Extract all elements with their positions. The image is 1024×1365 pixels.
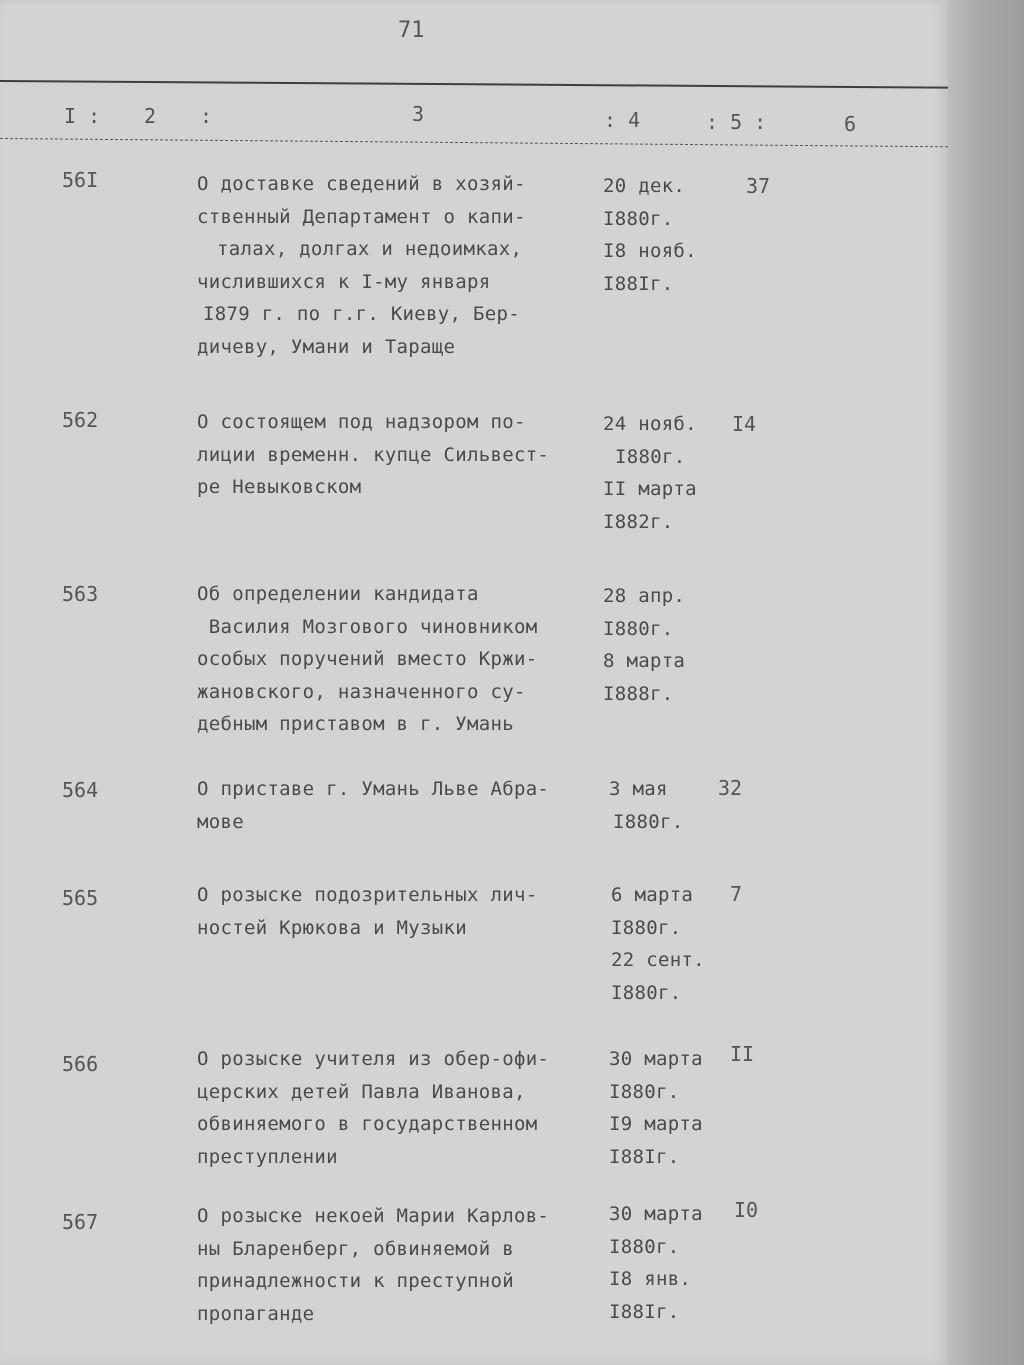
date-line: I880г. (611, 981, 682, 1004)
entry-sheets: 32 (718, 776, 743, 800)
entry-number: 567 (62, 1210, 99, 1234)
date-line: 30 марта (609, 1203, 703, 1225)
description-line: О состоящем под надзором по- (197, 411, 526, 433)
description-line: ре Невыковском (197, 476, 362, 498)
entry-sheets: 37 (746, 174, 771, 198)
entry-number: 56I (62, 168, 99, 192)
description-line: принадлежности к преступной (197, 1270, 514, 1292)
header-col4: : 4 (604, 108, 641, 132)
entry-description (197, 1043, 549, 1173)
description-line: ны Бларенберг, обвиняемой в (197, 1237, 514, 1260)
description-line: преступлении (197, 1145, 338, 1168)
description-line: О розыске некоей Марии Карлов- (197, 1205, 550, 1227)
header-col6: 6 (844, 112, 857, 136)
date-line: 28 апр. (603, 585, 686, 607)
date-line: I8 янв. (609, 1268, 692, 1290)
date-line: 8 марта (603, 650, 686, 672)
date-line: 20 дек. (603, 175, 686, 197)
entry-dates (603, 1043, 703, 1173)
header-col3: 3 (412, 102, 425, 126)
date-line: 24 нояб. (603, 413, 697, 435)
description-line: числившихся к I-му января (197, 270, 491, 293)
date-line: I9 марта (609, 1113, 703, 1135)
description-line: ностей Крюкова и Музыки (197, 916, 467, 939)
header-col1: I : (64, 104, 101, 128)
date-line: I88Iг. (609, 1145, 680, 1168)
entry-description (197, 879, 537, 944)
entry-sheets: I0 (734, 1198, 759, 1222)
entry-dates (603, 773, 683, 838)
description-line: О розыске учителя из обер-офи- (197, 1048, 550, 1070)
description-line: дебным приставом в г. Умань (197, 713, 514, 735)
entry-number: 564 (62, 778, 99, 802)
date-line: I880г. (609, 1235, 680, 1258)
date-line: I880г. (611, 916, 682, 939)
date-line: I8 нояб. (603, 240, 697, 262)
header-col5: : 5 : (706, 110, 767, 134)
page-number: 71 (398, 18, 425, 43)
entry-description (197, 773, 549, 838)
description-line: пропаганде (197, 1302, 315, 1325)
description-line: обвиняемого в государственном (197, 1113, 538, 1135)
description-line: Василия Мозгового чиновником (197, 615, 538, 638)
date-line: I880г. (609, 1080, 680, 1103)
date-line: I880г. (613, 810, 684, 833)
date-line: I88Iг. (609, 1300, 680, 1323)
header-bottom-rule (0, 138, 948, 148)
date-line: I882г. (603, 510, 674, 533)
description-line: ственный Департамент о капи- (197, 205, 526, 228)
entry-dates (603, 1198, 703, 1328)
entry-dates (603, 408, 697, 538)
description-line: О розыске подозрительных лич- (197, 884, 538, 906)
description-line: лиции временн. купце Сильвест- (197, 443, 550, 466)
entry-number: 565 (62, 886, 99, 910)
description-line: О доставке сведений в хозяй- (197, 173, 526, 195)
description-line: талах, долгах и недоимках, (217, 238, 523, 260)
date-line: II марта (603, 478, 697, 500)
description-line: Об определении кандидата (197, 583, 479, 605)
entry-number: 562 (62, 408, 99, 432)
header-top-rule (0, 80, 948, 89)
date-line: I880г. (615, 445, 686, 468)
entry-dates (603, 580, 685, 710)
description-line: церских детей Павла Иванова, (197, 1080, 526, 1103)
header-col2-sep: : (200, 104, 213, 128)
date-line: 22 сент. (611, 949, 705, 971)
date-line: 6 марта (611, 884, 694, 906)
date-line: I880г. (603, 207, 674, 230)
description-line: О приставе г. Умань Льве Абра- (197, 778, 550, 800)
date-line: 3 мая (609, 778, 668, 800)
date-line: I88Iг. (603, 272, 674, 295)
description-line: I879 г. по г.г. Киеву, Бер- (203, 303, 520, 325)
entry-description (197, 406, 549, 504)
date-line: I888г. (603, 682, 674, 705)
header-col2: 2 (144, 104, 157, 128)
entry-dates (603, 170, 697, 300)
entry-description (197, 1200, 549, 1330)
description-line: жановского, назначенного су- (197, 680, 526, 703)
description-line: особых поручений вместо Кржи- (197, 648, 538, 670)
entry-sheets: I4 (732, 412, 757, 436)
date-line: 30 марта (609, 1048, 703, 1070)
page-edge (948, 0, 1024, 1365)
entry-description (197, 168, 526, 363)
entry-description (197, 578, 537, 741)
date-line: I880г. (603, 617, 674, 640)
entry-dates (603, 879, 705, 1009)
entry-sheets: II (730, 1042, 755, 1066)
description-line: мове (197, 810, 244, 833)
description-line: дичеву, Умани и Тараще (197, 335, 456, 358)
entry-number: 566 (62, 1052, 99, 1076)
entry-number: 563 (62, 582, 99, 606)
entry-sheets: 7 (730, 882, 743, 906)
